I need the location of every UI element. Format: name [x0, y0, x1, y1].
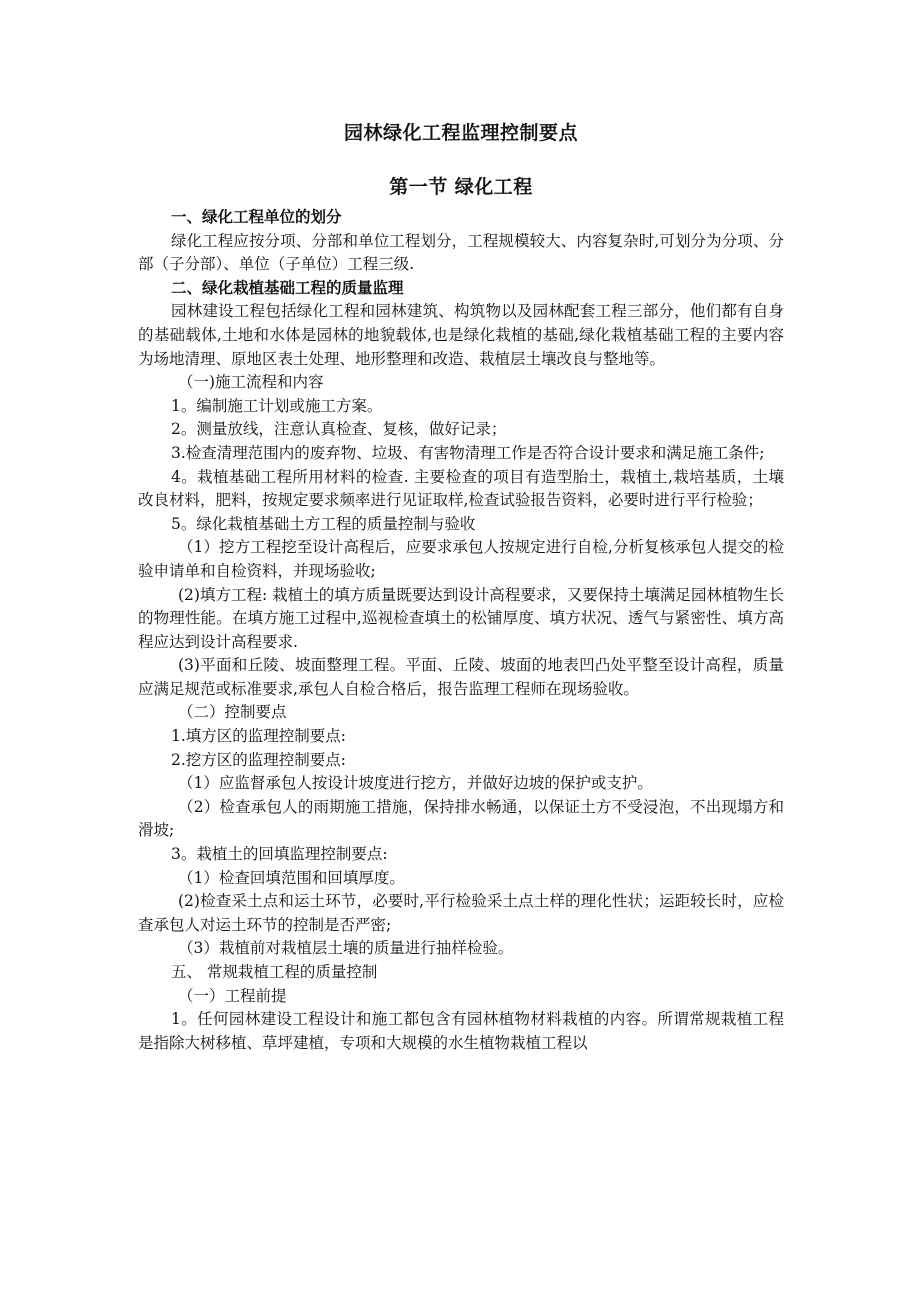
para-item-5-2: (2)填方工程: 栽植土的填方质量既要达到设计高程要求，又要保持土壤满足园林植物生长的物理性能。在填方施工过程中,巡视检查填土的松铺厚度、填方状况、透气与紧密性、填方高程应达到设计高程要求. — [138, 585, 784, 651]
document-title: 园林绿化工程监理控制要点 — [343, 122, 578, 144]
para-item-4: 4。栽植基础工程所用材料的检查. 主要检查的项目有造型胎土，栽植土,栽培基质，土壤改良材料，肥料，按规定要求频率进行见证取样,检查试验报告资料，必要时进行平行检验； — [138, 467, 784, 510]
para-item-5: 5。绿化栽植基础土方工程的质量控制与验收 — [171, 514, 476, 533]
para-control-2: 2.挖方区的监理控制要点: — [171, 750, 347, 769]
para-control-3-3: （3）栽植前对栽植层土壤的质量进行抽样检验。 — [178, 939, 514, 958]
document-page — [138, 118, 784, 1055]
para-control-3: 3。栽植土的回填监理控制要点: — [171, 845, 388, 864]
para-section-five: 五、 常规栽植工程的质量控制 — [171, 963, 378, 981]
para-process-heading: （一)施工流程和内容 — [178, 373, 324, 392]
para-item-2: 2。测量放线，注意认真检查、复核，做好记录； — [171, 420, 507, 439]
para-item-5-1: （1）挖方工程挖至设计高程后，应要求承包人按规定进行自检,分析复核承包人提交的检验申请单和自检资料，并现场验收; — [138, 538, 784, 580]
para-item-5-3: (3)平面和丘陵、坡面整理工程。平面、丘陵、坡面的地表凹凸处平整至设计高程，质量应满足规范或标准要求,承包人自检合格后，报告监理工程师在现场验收。 — [138, 656, 784, 698]
para-control-2-1: （1）应监督承包人按设计坡度进行挖方，并做好边坡的保护或支护。 — [178, 774, 653, 793]
para-item-1: 1。编制施工计划或施工方案。 — [171, 396, 383, 415]
para-premise-heading: （一）工程前提 — [178, 986, 287, 1005]
para-control-3-2: (2)检查采土点和运土环节，必要时,平行检验采土点土样的理化性状；运距较长时，应检查承包人对运土环节的控制是否严密; — [138, 892, 784, 934]
para-foundation-intro: 园林建设工程包括绿化工程和园林建筑、构筑物以及园林配套工程三部分，他们都有自身的基础载体,土地和水体是园林的地貌载体,也是绿化栽植的基础,绿化栽植基础工程的主要内容为场地清理、原地区表土处理、地形整理和改造、栽植层土壤改良与整地等。 — [138, 302, 784, 368]
para-control-heading: （二）控制要点 — [178, 703, 287, 722]
heading-foundation-quality: 二、绿化栽植基础工程的质量监理 — [171, 278, 404, 297]
para-item-3: 3.检查清理范围内的废弃物、垃圾、有害物清理工作是否符合设计要求和满足施工条件; — [171, 443, 765, 462]
para-control-1: 1.填方区的监理控制要点: — [171, 727, 347, 746]
heading-division-of-units: 一、绿化工程单位的划分 — [171, 208, 342, 226]
para-premise-1: 1。任何园林建设工程设计和施工都包含有园林植物材料栽植的内容。所谓常规栽植工程是指除大树移植、草坪建植，专项和大规模的水生植物栽植工程以 — [138, 1010, 784, 1052]
document-body — [138, 206, 784, 1055]
section-title: 第一节 绿化工程 — [389, 176, 533, 198]
para-control-3-1: （1）检查回填范围和回填厚度。 — [178, 868, 405, 887]
para-control-2-2: （2）检查承包人的雨期施工措施，保持排水畅通，以保证土方不受浸泡，不出现塌方和滑坡; — [138, 797, 784, 840]
para-division-text: 绿化工程应按分项、分部和单位工程划分，工程规模较大、内容复杂时,可划分为分项、分部（子分部）、单位（子单位）工程三级. — [138, 231, 784, 274]
